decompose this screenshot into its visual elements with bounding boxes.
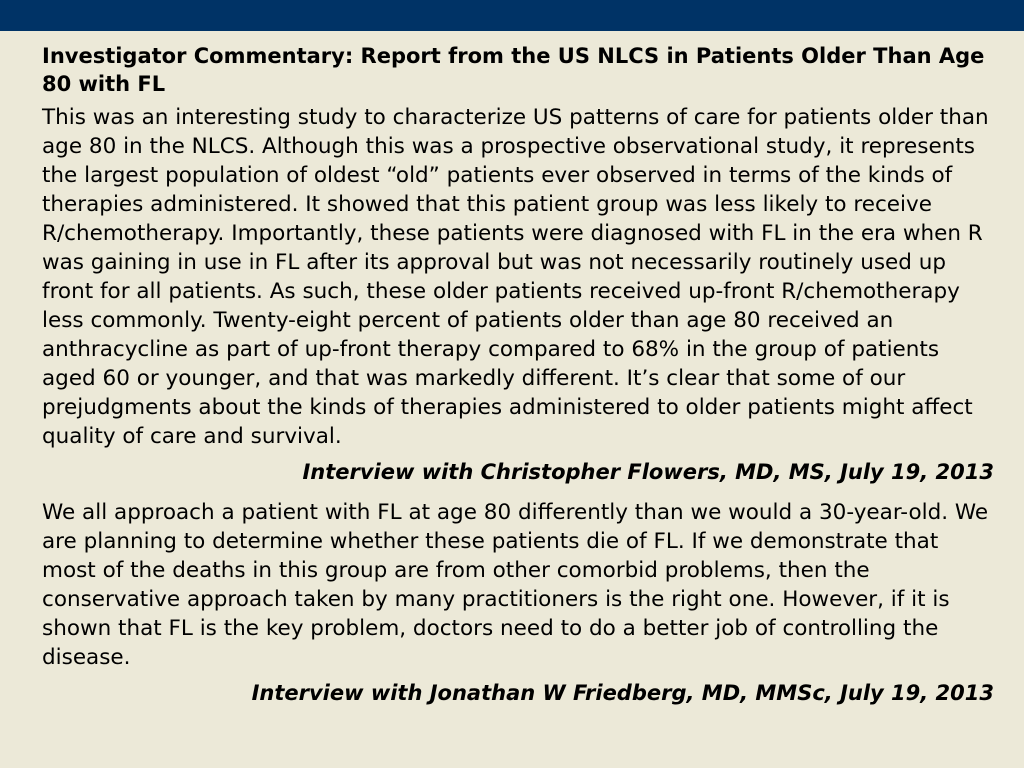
attribution-friedberg: Interview with Jonathan W Friedberg, MD, MMSc, July 19, 2013 (251, 681, 994, 705)
commentary-paragraph-flowers: This was an interesting study to characterize US patterns of care for patients older than age 80 in the NLCS. Although this was a prospective observational study, it represents the largest population of oldest “old” patients ever observed in terms of the kinds of therapies administered. It showed that this patient group was less likely to receive R/chemotherapy. Importantly, these patients were diagnosed with FL in the era when R was gaining in use in FL after its approval but was not necessarily routinely used up front for all patients. As such, these older patients received up-front R/chemotherapy less commonly. Twenty-eight percent of patients older than age 80 received an anthracycline as part of up-front therapy compared to 68% in the group of patients aged 60 or younger, and that was markedly different. It’s clear that some of our prejudgments about the kinds of therapies administered to older patients might affect quality of care and survival. (42, 105, 989, 449)
slide-content (42, 42, 994, 708)
top-header-bar (0, 0, 1024, 31)
slide-title: Investigator Commentary: Report from the US NLCS in Patients Older Than Age 80 with FL (42, 44, 985, 96)
commentary-paragraph-friedberg: We all approach a patient with FL at age 80 differently than we would a 30-year-old. We are planning to determine whether these patients die of FL. If we demonstrate that most of the deaths in this group are from other comorbid problems, then the conservative approach taken by many practitioners is the right one. However, if it is shown that FL is the key problem, doctors need to do a better job of controlling the disease. (42, 500, 989, 670)
attribution-flowers: Interview with Christopher Flowers, MD, MS, July 19, 2013 (302, 460, 994, 484)
